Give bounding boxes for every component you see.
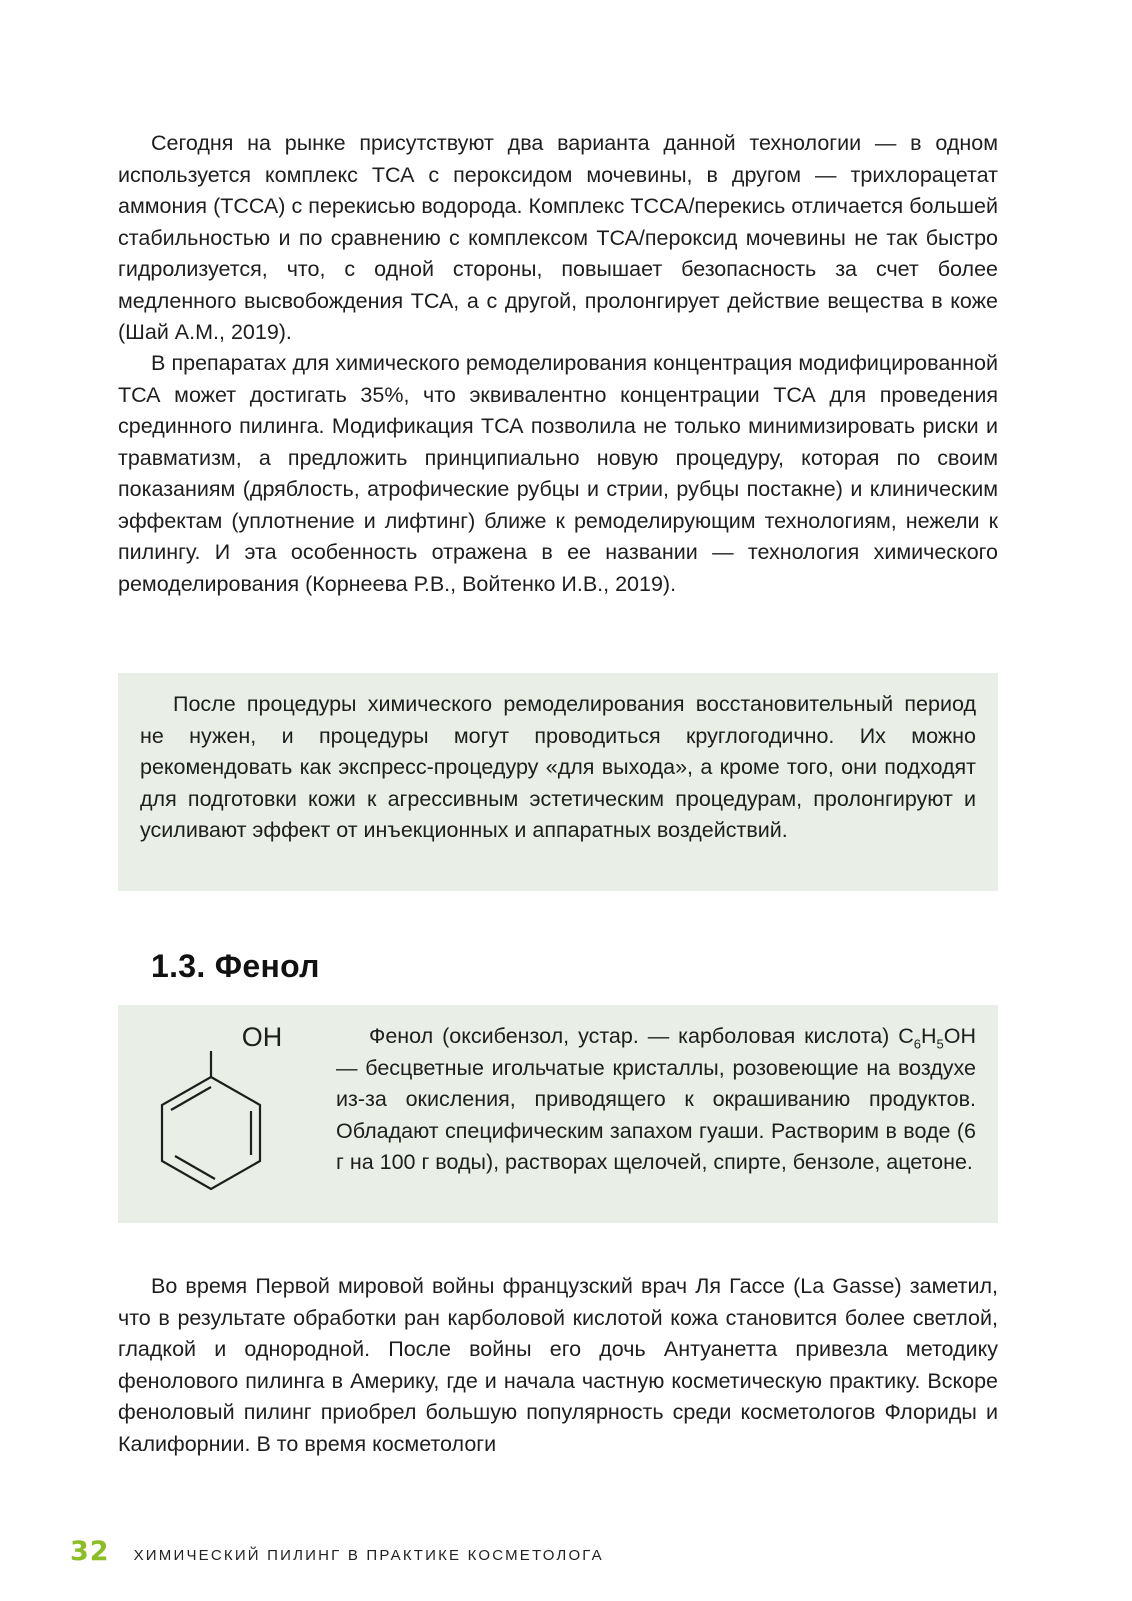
phenol-structure-diagram	[158, 1015, 318, 1215]
body-paragraph-history: Во время Первой мировой войны французский врач Ля Гассе (La Gasse) заметил, что в результате обработки ран карболовой кислотой кожа становится более светлой, гладкой и однородной. После войны его дочь Антуанетта привезла методику фенолового пилинга в Америку, где и начала частную косметическую практику. Вскоре феноловый пилинг приобрел большую популярность среди косметологов Флориды и Калифорнии. В то время косметологи	[118, 1274, 998, 1456]
double-bond-upper-left	[171, 1087, 211, 1110]
formula-c: C	[898, 1024, 914, 1048]
body-paragraph-chemical-remodeling: В препаратах для химического ремоделирования концентрация модифицированной ТСА может достигать 35%, что эквивалентно концентрации ТСА для проведения срединного пилинга. Модификация ТСА позволила не только минимизировать риски и травматизм, а предложить принципиально новую процедуру, которая по своим показаниям (дряблость, атрофические рубцы и стрии, рубцы постакне) и клиническим эффектам (уплотнение и лифтинг) ближе к ремоделирующим технологиям, нежели к пилингу. И эта особенность отражена в ее названии — технология химического ремоделирования (Корнеева Р.В., Войтенко И.В., 2019).	[118, 351, 998, 596]
hydroxyl-group-label: OH	[241, 1022, 283, 1052]
body-paragraph-tcca-complex: Сегодня на рынке присутствуют два варианта данной технологии — в одном используется комплекс ТСА с пероксидом мочевины, в другом — трихлорацетат аммония (ТССА) с перекисью водорода. Комплекс ТССА/перекись отличается большей стабильностью и по сравнению с комплексом ТСА/пероксид мочевины не так быстро гидролизуется, что, с одной стороны, повышает безопасность за счет более медленного высвобождения ТСА, а с другой, пролонгирует действие вещества в коже (Шай А.М., 2019).	[118, 131, 998, 344]
section-heading: 1.3. Фенол	[151, 948, 320, 984]
benzene-ring	[162, 1051, 260, 1189]
phenol-description	[336, 1021, 976, 1179]
ring-outline	[162, 1077, 260, 1189]
page-number: 32	[70, 1536, 110, 1567]
phenol-intro: Фенол (оксибензол, устар. — карболовая кислота)	[369, 1024, 899, 1048]
phenol-info-box	[118, 1005, 998, 1223]
formula-h-subscript: 5	[936, 1036, 944, 1052]
highlight-callout-box	[118, 673, 998, 891]
callout-text: После процедуры химического ремоделирования восстановительный период не нужен, и процедуры могут проводиться круглогодично. Их можно рекомендовать как экспресс-процедуру «для выхода», а кроме того, они подходят для подготовки кожи к агрессивным эстетическим процедурам, пролонгируют и усиливают эффект от инъекционных и аппаратных воздействий.	[140, 692, 976, 842]
phenol-properties: — бесцветные игольчатые кристаллы, розовеющие на воздухе из-за окисления, приводящего к окрашиванию продуктов. Обладают специфическим запахом гуаши. Растворим в воде (6 г на 100 г воды), растворах щелочей, спирте, бензоле, ацетоне.	[336, 1055, 976, 1174]
formula-oh: OH	[943, 1024, 976, 1048]
page-footer	[70, 1536, 604, 1567]
formula-c-subscript: 6	[913, 1036, 921, 1052]
double-bond-lower-left	[175, 1156, 215, 1179]
formula-h: H	[920, 1024, 937, 1048]
running-title: ХИМИЧЕСКИЙ ПИЛИНГ В ПРАКТИКЕ КОСМЕТОЛОГА	[133, 1547, 604, 1564]
